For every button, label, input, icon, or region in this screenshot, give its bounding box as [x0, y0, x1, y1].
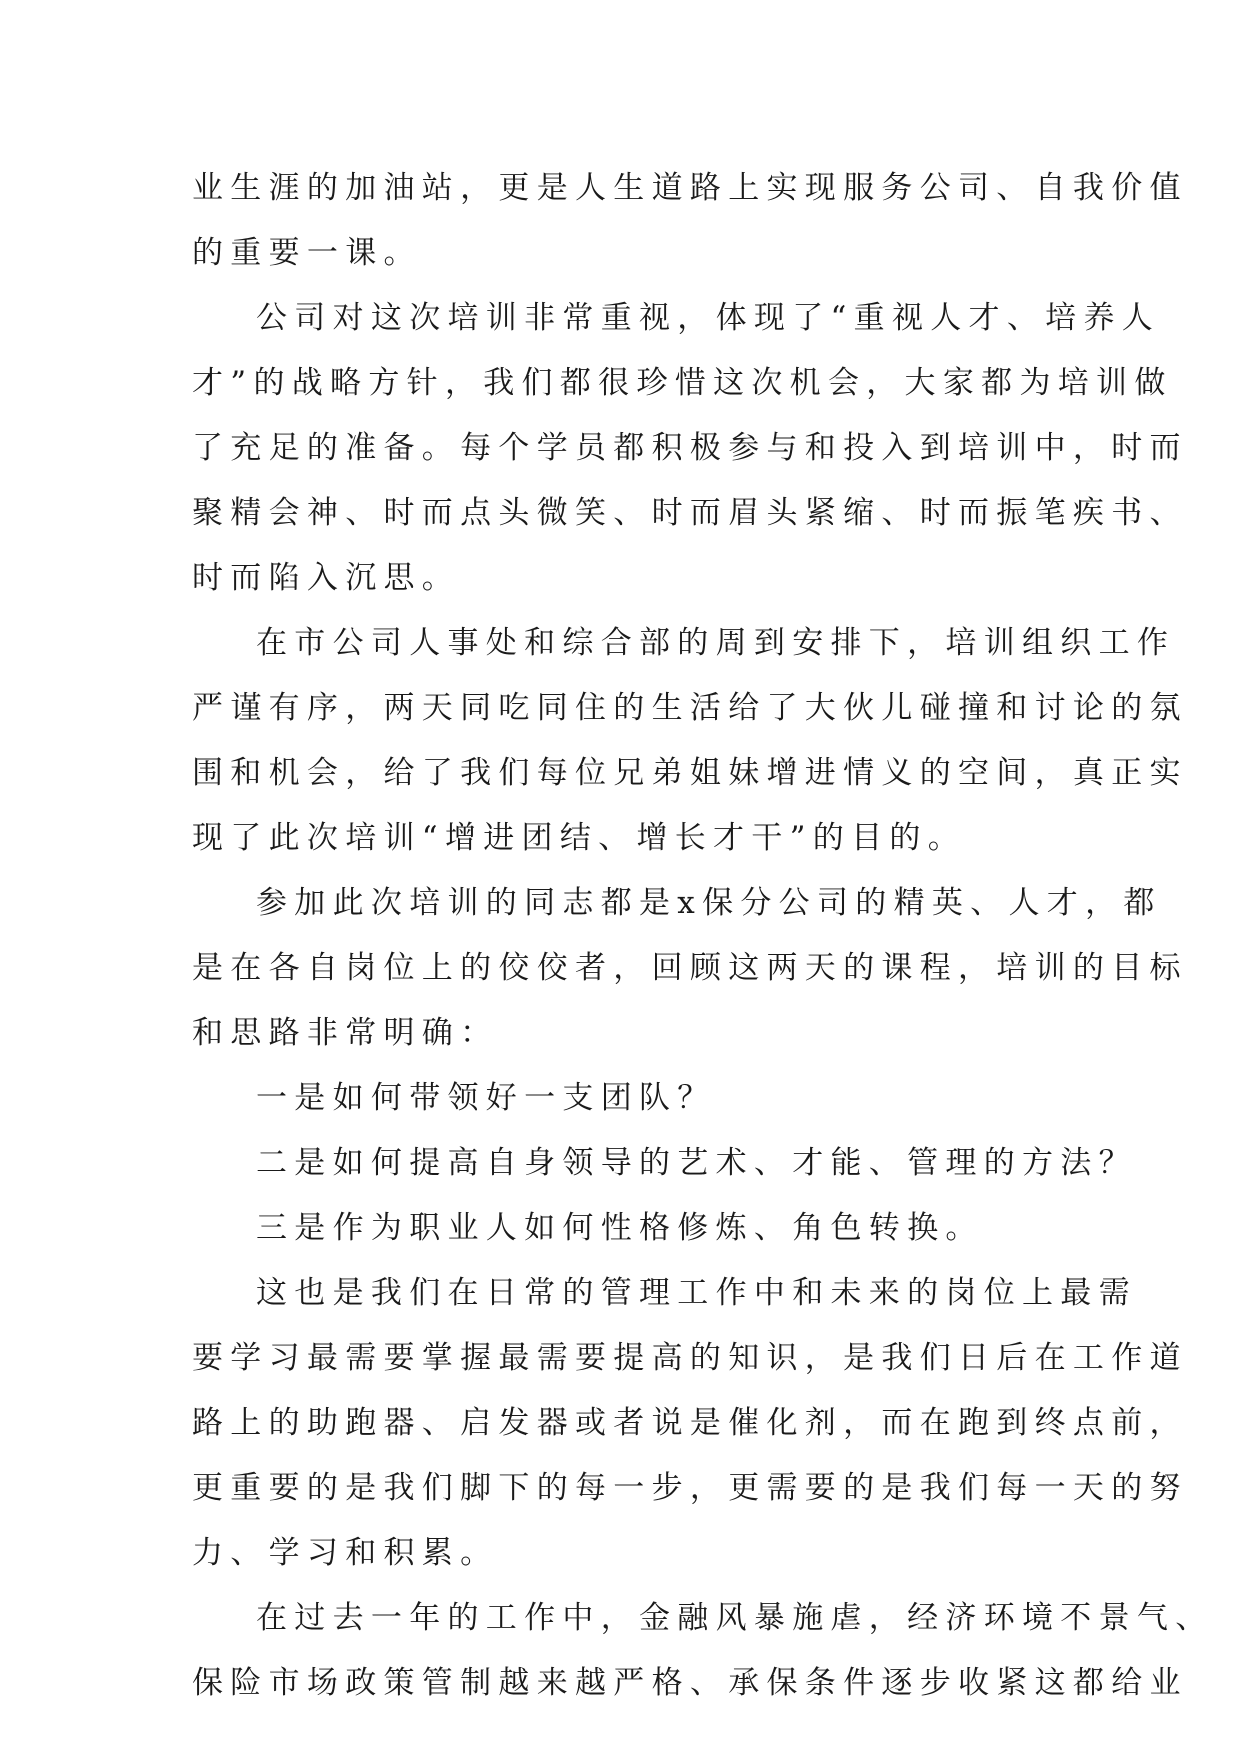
paragraph-7: [192, 1196, 1052, 1261]
paragraph-line: 和思路非常明确：: [192, 1015, 499, 1051]
list-item-1: 一是如何带领好一支团队？: [256, 1080, 716, 1116]
paragraph-line: 保险市场政策管制越来越严格、承保条件逐步收紧这都给业: [192, 1665, 1188, 1701]
paragraph-line: 才”的战略方针，我们都很珍惜这次机会，大家都为培训做: [192, 365, 1173, 401]
paragraph-2: [192, 286, 1188, 611]
paragraph-line: 现了此次培训“增进团结、增长才干”的目的。: [192, 820, 966, 856]
paragraph-line: 在市公司人事处和综合部的周到安排下，培训组织工作: [256, 625, 1176, 661]
paragraph-line: 业生涯的加油站，更是人生道路上实现服务公司、自我价值: [192, 170, 1188, 206]
paragraph-line: 的重要一课。: [192, 235, 422, 271]
list-item-3: 三是作为职业人如何性格修炼、角色转换。: [256, 1210, 984, 1246]
paragraph-line: 力、学习和积累。: [192, 1535, 499, 1571]
list-item-2: 二是如何提高自身领导的艺术、才能、管理的方法？: [256, 1145, 1137, 1181]
paragraph-9: [192, 1586, 1214, 1716]
paragraph-line: 要学习最需要掌握最需要提高的知识，是我们日后在工作道: [192, 1340, 1188, 1376]
document-body: [192, 156, 1214, 1716]
paragraph-line: 公司对这次培训非常重视，体现了“重视人才、培养人: [256, 300, 1161, 336]
paragraph-4: [192, 871, 1188, 1066]
paragraph-line: 更重要的是我们脚下的每一步，更需要的是我们每一天的努: [192, 1470, 1188, 1506]
paragraph-3: [192, 611, 1188, 871]
paragraph-line: 时而陷入沉思。: [192, 560, 461, 596]
paragraph-6: [192, 1131, 1137, 1196]
paragraph-line: 在过去一年的工作中，金融风暴施虐，经济环境不景气、: [256, 1600, 1214, 1636]
paragraph-line: 参加此次培训的同志都是x保分公司的精英、人才，都: [256, 885, 1162, 921]
paragraph-1: [192, 156, 1188, 286]
paragraph-line: 聚精会神、时而点头微笑、时而眉头紧缩、时而振笔疾书、: [192, 495, 1188, 531]
paragraph-8: [192, 1261, 1188, 1586]
paragraph-line: 围和机会，给了我们每位兄弟姐妹增进情义的空间，真正实: [192, 755, 1188, 791]
paragraph-line: 路上的助跑器、启发器或者说是催化剂，而在跑到终点前，: [192, 1405, 1188, 1441]
paragraph-5: [192, 1066, 1052, 1131]
paragraph-line: 这也是我们在日常的管理工作中和未来的岗位上最需: [256, 1275, 1137, 1311]
paragraph-line: 了充足的准备。每个学员都积极参与和投入到培训中，时而: [192, 430, 1188, 466]
paragraph-line: 严谨有序，两天同吃同住的生活给了大伙儿碰撞和讨论的氛: [192, 690, 1188, 726]
paragraph-line: 是在各自岗位上的佼佼者，回顾这两天的课程，培训的目标: [192, 950, 1188, 986]
